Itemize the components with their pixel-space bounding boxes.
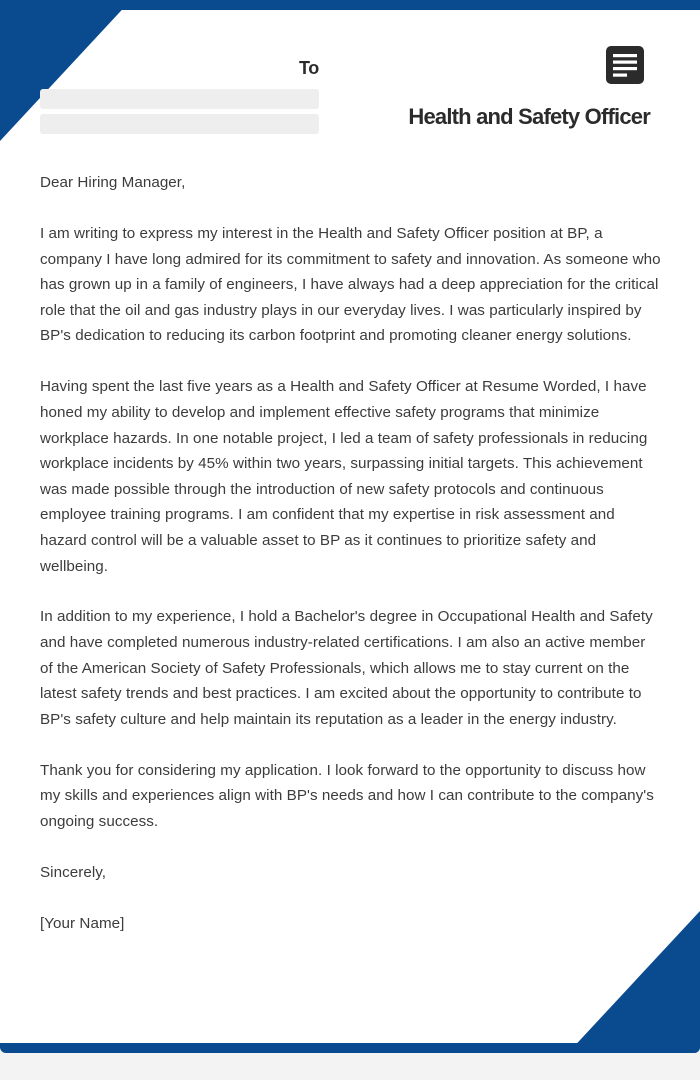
document-icon [606,46,644,84]
letter-body [40,170,662,937]
letter-closing: Sincerely, [40,864,107,882]
letter-paragraph-1: I am writing to express my interest in the Health and Safety Officer position at BP, a company I have long admired for its commitment to safety and innovation. As someone who has grown up in a family of engineers, I have always had a deep appreciation for the critical role that the oil and gas industry plays in our everyday lives. I was particularly inspired by BP's dedication to reducing its carbon footprint and promoting cleaner energy solutions. [40,224,661,345]
job-title: Health and Safety Officer [408,104,650,129]
letter-paragraph-2: Having spent the last five years as a Health and Safety Officer at Resume Worded, I have honed my ability to develop and implement effective safety programs that minimize workplace hazards. In one notable project, I led a team of safety professionals in reducing workplace incidents by 45% within two years, surpassing initial targets. This achievement was made possible through the introduction of new safety protocols and continuous employee training programs. I am confident that my expertise in risk assessment and hazard control will be a valuable asset to BP as it continues to prioritize safety and wellbeing. [40,378,648,575]
recipient-address-line-1 [40,89,319,109]
bottom-accent-bar [0,1043,700,1053]
recipient-label: To [298,58,319,78]
recipient-address-line-2 [40,114,319,134]
letter-paragraph-3: In addition to my experience, I hold a Bachelor's degree in Occupational Health and Safety and have completed numerous industry-related certifications. I am also an active member of the American Society of Safety Professionals, which allows me to stay current on the latest safety trends and best practices. I am excited about the opportunity to contribute to BP's safety culture and help maintain its reputation as a leader in the energy industry. [40,608,653,728]
letter-signature: [Your Name] [40,915,125,932]
letter-paragraph-4: Thank you for considering my application. I look forward to the opportunity to discuss how my skills and experiences align with BP's needs and how I can contribute to the company's ongoing success. [40,761,654,831]
letter-greeting: Dear Hiring Manager, [40,174,186,191]
